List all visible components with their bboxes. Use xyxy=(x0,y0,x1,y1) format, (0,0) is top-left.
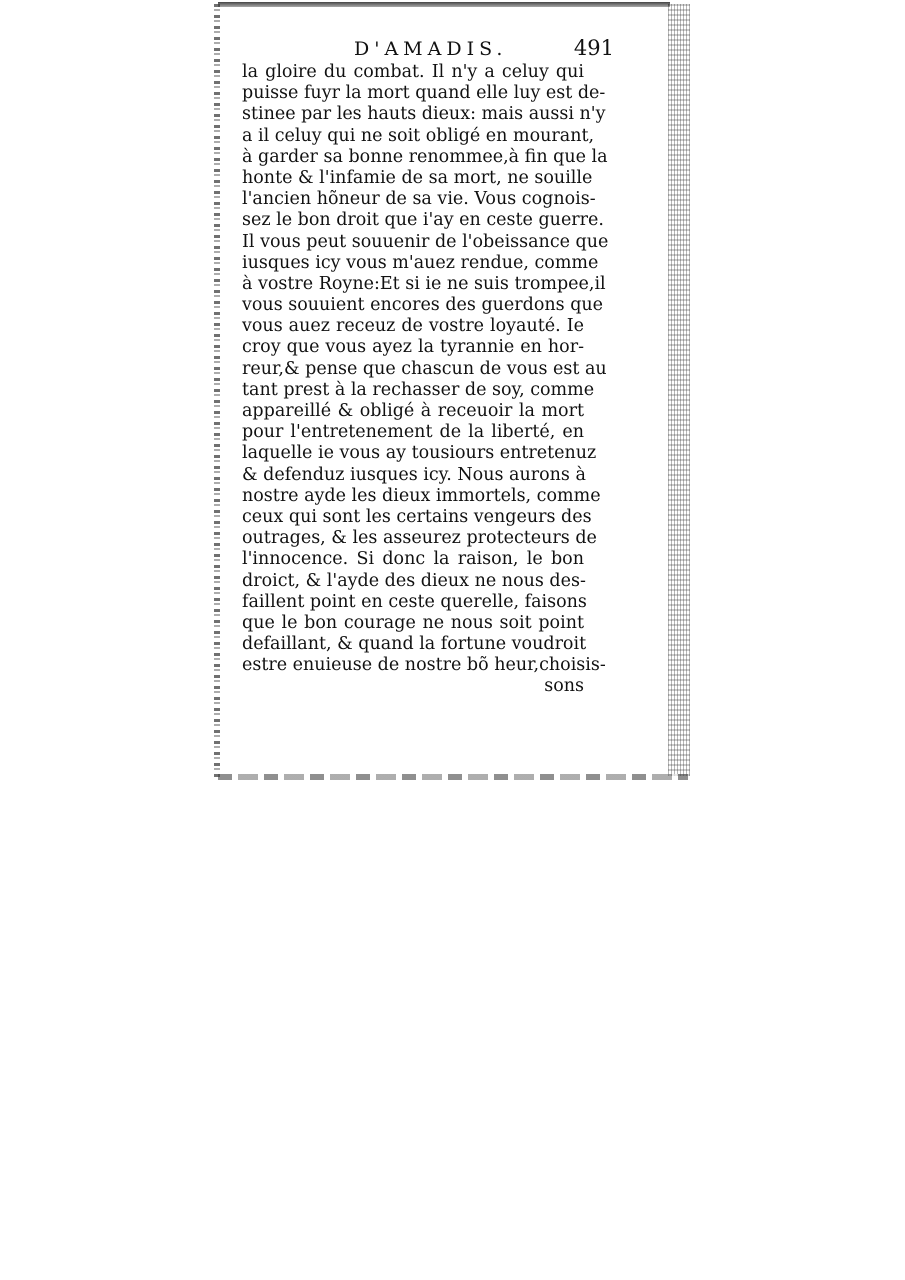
text-line: croy que vous ayez la tyrannie en hor- xyxy=(242,337,584,358)
text-line: nostre ayde les dieux immortels, comme xyxy=(242,485,601,506)
text-line: tant prest à la rechasser de soy, comme xyxy=(242,379,595,400)
page-bottom-edge xyxy=(218,774,688,780)
text-line: à vostre Royne:Et si ie ne suis trompee,il xyxy=(242,273,606,294)
book-page-scan xyxy=(214,0,690,782)
text-line: a il celuy qui ne soit obligé en mourant, xyxy=(242,125,595,146)
text-line: l'ancien hõneur de sa vie. Vous cognois- xyxy=(242,189,596,210)
text-line: vous souuient encores des guerdons que xyxy=(242,295,604,316)
text-line: à garder sa bonne renommee,à fin que la xyxy=(242,146,608,167)
text-line: & defenduz iusques icy. Nous aurons à xyxy=(242,464,586,485)
text-line: stinee par les hauts dieux: mais aussi n'y xyxy=(242,104,606,125)
text-line: sez le bon droit que i'ay en ceste guerre. xyxy=(242,210,604,231)
text-line: honte & l'infamie de sa mort, ne souille xyxy=(242,167,593,188)
text-line: puisse fuyr la mort quand elle luy est de- xyxy=(242,83,606,104)
text-line: defaillant, & quand la fortune voudroit xyxy=(242,634,587,655)
page-number: 491 xyxy=(573,36,614,60)
text-line: l'innocence. Si donc la raison, le bon xyxy=(242,549,584,570)
page-fore-edge xyxy=(668,4,690,776)
text-line: ceux qui sont les certains vengeurs des xyxy=(242,506,592,527)
page-top-edge xyxy=(218,2,670,7)
text-line: droict, & l'ayde des dieux ne nous des- xyxy=(242,570,586,591)
text-line: appareillé & obligé à receuoir la mort xyxy=(242,401,584,421)
text-line: laquelle ie vous ay tousiours entretenuz xyxy=(242,443,597,464)
text-line: la gloire du combat. Il n'y a celuy qui xyxy=(242,62,584,82)
text-line: vous auez receuz de vostre loyauté. Ie xyxy=(242,316,584,337)
text-line: estre enuieuse de nostre bõ heur,choisis- xyxy=(242,655,606,676)
catchword: sons xyxy=(544,676,584,697)
page-gutter-edge xyxy=(214,4,220,778)
text-line: reur,& pense que chascun de vous est au xyxy=(242,358,607,379)
text-line: que le bon courage ne nous soit point xyxy=(242,612,584,633)
text-line: faillent point en ceste querelle, faisons xyxy=(242,591,587,612)
text-line: Il vous peut souuenir de l'obeissance que xyxy=(242,231,609,252)
text-line: outrages, & les asseurez protecteurs de xyxy=(242,528,597,549)
body-text xyxy=(242,62,609,698)
text-line: pour l'entretenement de la liberté, en xyxy=(242,422,584,443)
text-line: iusques icy vous m'auez rendue, comme xyxy=(242,252,599,273)
running-title: D'AMADIS. xyxy=(354,38,508,60)
